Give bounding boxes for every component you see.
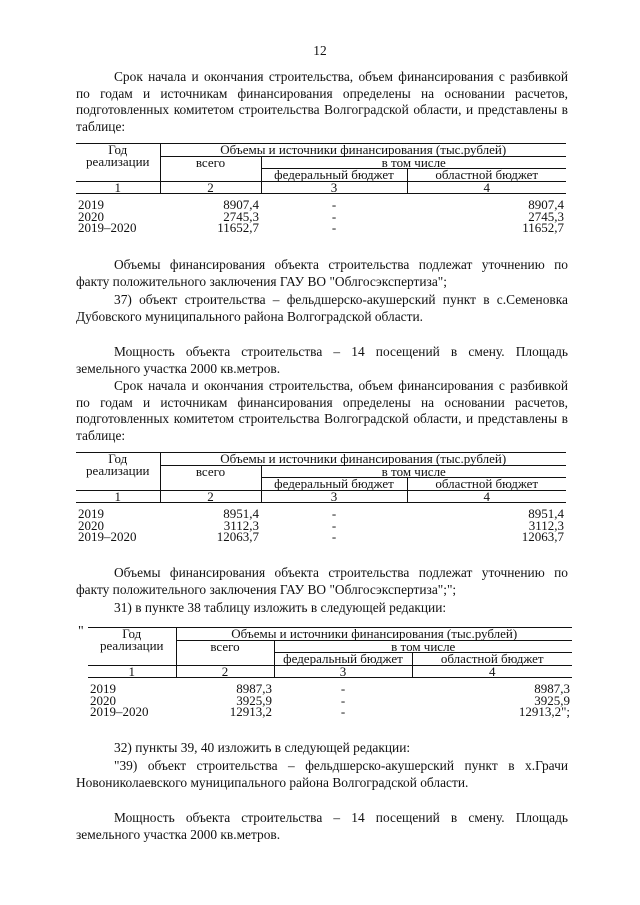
- cell-total: 8951,4: [223, 506, 259, 521]
- paragraph-note-1: Объемы финансирования объекта строительства подлежат уточнению по факту положительного заключения ГАУ ВО "Облгосэкспертиза";: [76, 257, 568, 289]
- col-num-2: 2: [176, 665, 274, 678]
- cell-year: 2020: [90, 692, 116, 708]
- cell-total: 3112,3: [223, 517, 259, 533]
- table-row: [76, 520, 566, 532]
- cell-regional: 12913,2";: [518, 704, 570, 719]
- paragraph-timing-1: Срок начала и окончания строительства, объем финансирования с разбивкой по годам и источникам финансирования определены на основании расчетов, подготовленных комитетом строительства Волгоградской области, и представлены в таблице:: [76, 69, 568, 134]
- cell-federal: -: [340, 692, 346, 708]
- table-row: [76, 199, 566, 211]
- cell-regional: 2745,3: [528, 208, 564, 224]
- cell-federal: -: [340, 681, 346, 696]
- paragraph-capacity-2: Мощность объекта строительства – 14 посещений в смену. Площадь земельного участка 2000 кв.метров.: [76, 810, 568, 842]
- header-federal: федеральный бюджет: [261, 169, 407, 182]
- header-federal: федеральный бюджет: [261, 478, 407, 491]
- cell-total: 8907,4: [223, 197, 259, 212]
- header-regional: областной бюджет: [412, 653, 572, 666]
- paragraph-note-2: Объемы финансирования объекта строительства подлежат уточнению по факту положительного заключения ГАУ ВО "Облгосэкспертиза";";: [76, 565, 568, 597]
- cell-federal: -: [331, 506, 337, 521]
- header-volumes: Объемы и источники финансирования (тыс.рублей): [176, 628, 572, 641]
- col-num-1: 1: [76, 181, 160, 194]
- col-num-4: 4: [407, 181, 566, 194]
- table-row: [88, 695, 572, 707]
- header-year: Год реализации: [88, 628, 176, 666]
- cell-total: 3925,9: [236, 692, 272, 708]
- cell-year: 2019: [90, 681, 116, 696]
- cell-total: 2745,3: [223, 208, 259, 224]
- cell-federal: -: [340, 704, 346, 719]
- cell-year: 2019: [78, 197, 104, 212]
- financing-table-3: [88, 627, 572, 718]
- cell-federal: -: [331, 197, 337, 212]
- paragraph-item-32: 32) пункты 39, 40 изложить в следующей редакции:: [114, 740, 411, 755]
- cell-total: 8987,3: [236, 681, 272, 696]
- paragraph-capacity-1: Мощность объекта строительства – 14 посещений в смену. Площадь земельного участка 2000 кв.метров.: [76, 344, 568, 376]
- table-row: [76, 531, 566, 543]
- header-total: всего: [176, 640, 274, 665]
- page-number: 12: [313, 43, 327, 58]
- header-year: Год реализации: [76, 144, 160, 182]
- paragraph-item-39: "39) объект строительства – фельдшерско-акушерский пункт в х.Грачи Новониколаевского муниципального района Волгоградской области.: [76, 758, 568, 790]
- header-federal: федеральный бюджет: [274, 653, 412, 666]
- cell-year: 2019–2020: [78, 220, 137, 235]
- open-quote: ": [78, 624, 84, 639]
- header-including: в том числе: [261, 156, 566, 169]
- table-row: [76, 508, 566, 520]
- header-regional: областной бюджет: [407, 169, 566, 182]
- col-num-2: 2: [160, 181, 261, 194]
- cell-total: 11652,7: [217, 220, 259, 235]
- header-year: Год реализации: [76, 453, 160, 491]
- header-including: в том числе: [274, 640, 572, 653]
- cell-year: 2020: [78, 208, 104, 224]
- col-num-3: 3: [261, 181, 407, 194]
- header-including: в том числе: [261, 465, 566, 478]
- header-volumes: Объемы и источники финансирования (тыс.рублей): [160, 453, 566, 466]
- col-num-1: 1: [88, 665, 176, 678]
- cell-federal: -: [331, 517, 337, 533]
- header-volumes: Объемы и источники финансирования (тыс.рублей): [160, 144, 566, 157]
- table-row: [76, 211, 566, 223]
- cell-regional: 12063,7: [521, 529, 564, 544]
- cell-regional: 8987,3: [534, 681, 570, 696]
- cell-regional: 3925,9: [534, 692, 570, 708]
- header-regional: областной бюджет: [407, 478, 566, 491]
- col-num-1: 1: [76, 490, 160, 503]
- paragraph-timing-2: Срок начала и окончания строительства, объем финансирования с разбивкой по годам и источникам финансирования определены на основании расчетов, подготовленных комитетом строительства Волгоградской области, и представлены в таблице:: [76, 378, 568, 443]
- col-num-3: 3: [261, 490, 407, 503]
- table-row: [76, 222, 566, 234]
- cell-federal: -: [331, 220, 337, 235]
- cell-year: 2019: [78, 506, 104, 521]
- cell-federal: -: [331, 529, 337, 544]
- cell-regional: 8951,4: [528, 506, 564, 521]
- cell-year: 2020: [78, 517, 104, 533]
- cell-total: 12063,7: [216, 529, 259, 544]
- col-num-3: 3: [274, 665, 412, 678]
- cell-regional: 11652,7: [522, 220, 564, 235]
- cell-regional: 3112,3: [528, 517, 564, 533]
- cell-year: 2019–2020: [90, 704, 149, 719]
- paragraph-item-31: 31) в пункте 38 таблицу изложить в следующей редакции:: [114, 600, 447, 615]
- table-row: [88, 706, 572, 718]
- cell-regional: 8907,4: [528, 197, 564, 212]
- cell-total: 12913,2: [229, 704, 272, 719]
- table-row: [88, 683, 572, 695]
- cell-year: 2019–2020: [78, 529, 137, 544]
- paragraph-item-37: 37) объект строительства – фельдшерско-акушерский пункт в с.Семеновка Дубовского муниципального района Волгоградской области.: [76, 292, 568, 324]
- col-num-2: 2: [160, 490, 261, 503]
- col-num-4: 4: [407, 490, 566, 503]
- header-total: всего: [160, 465, 261, 490]
- financing-table-1: [76, 143, 566, 234]
- col-num-4: 4: [412, 665, 572, 678]
- financing-table-2: [76, 452, 566, 543]
- header-total: всего: [160, 156, 261, 181]
- cell-federal: -: [331, 208, 337, 224]
